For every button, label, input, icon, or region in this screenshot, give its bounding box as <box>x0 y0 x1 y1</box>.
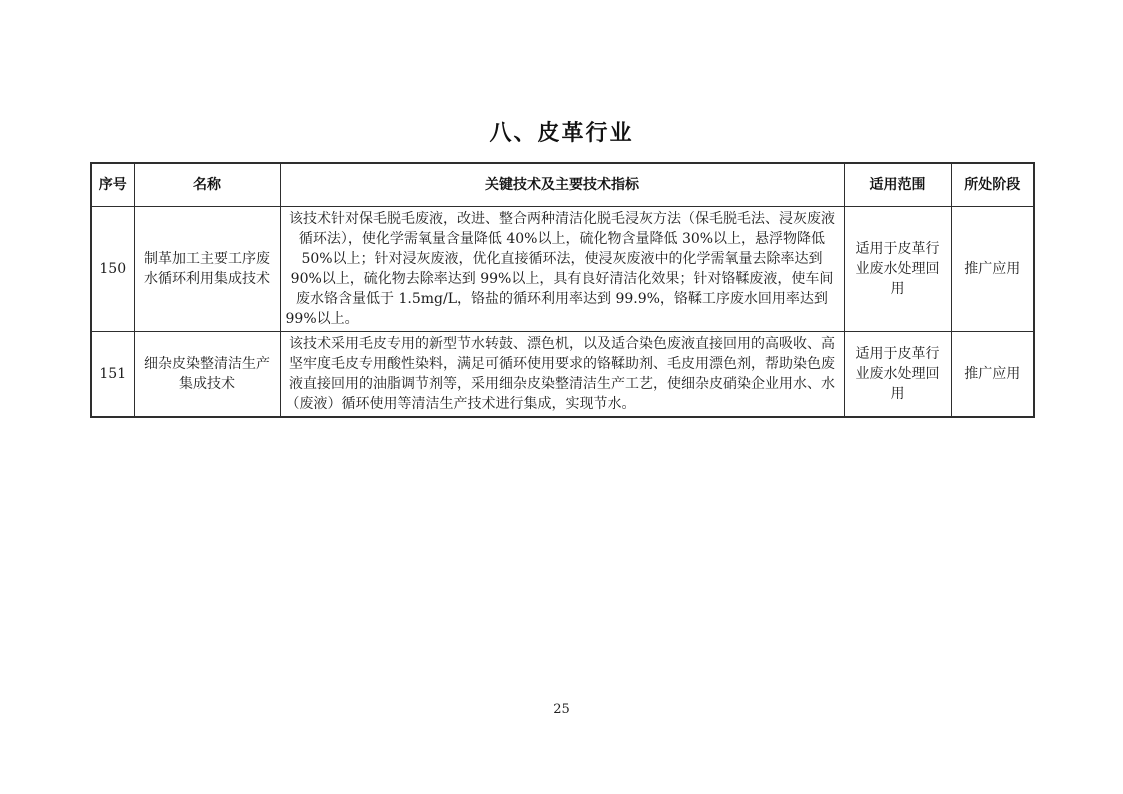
technology-table <box>90 162 1035 418</box>
stage-cell: 推广应用 <box>951 206 1034 331</box>
tech-cell: 该技术针对保毛脱毛废液，改进、整合两种清洁化脱毛浸灰方法（保毛脱毛法、浸灰废液循环法），使化学需氧量含量降低 40%以上，硫化物含量降低 30%以上，悬浮物降低 50%以上；针对浸灰废液，优化直接循环法，使浸灰废液中的化学需氧量去除率达到 90%以上，硫化物去除率达到 99%以上，具有良好清洁化效果；针对铬鞣废液，使车间废水铬含量低于 1.5mg/L，铬盐的循环利用率达到 99.9%，铬鞣工序废水回用率达到 99%以上。 <box>280 206 844 331</box>
table-header-row <box>91 163 1034 206</box>
page-number: 25 <box>553 702 570 717</box>
name-cell: 制革加工主要工序废水循环利用集成技术 <box>134 206 280 331</box>
table-row <box>91 206 1034 331</box>
stage-cell: 推广应用 <box>951 331 1034 417</box>
header-cell-stage: 所处阶段 <box>951 163 1034 206</box>
serial-cell: 151 <box>91 331 134 417</box>
serial-cell: 150 <box>91 206 134 331</box>
header-cell-serial: 序号 <box>91 163 134 206</box>
header-cell-tech: 关键技术及主要技术指标 <box>280 163 844 206</box>
tech-cell: 该技术采用毛皮专用的新型节水转鼓、漂色机，以及适合染色废液直接回用的高吸收、高坚牢度毛皮专用酸性染料，满足可循环使用要求的铬鞣助剂、毛皮用漂色剂，帮助染色废液直接回用的油脂调节剂等，采用细杂皮染整清洁生产工艺，使细杂皮硝染企业用水、水（废液）循环使用等清洁生产技术进行集成，实现节水。 <box>280 331 844 417</box>
name-cell: 细杂皮染整清洁生产集成技术 <box>134 331 280 417</box>
table-row <box>91 331 1034 417</box>
header-cell-scope: 适用范围 <box>844 163 951 206</box>
header-cell-name: 名称 <box>134 163 280 206</box>
scope-cell: 适用于皮革行业废水处理回用 <box>844 206 951 331</box>
page-title: 八、皮革行业 <box>489 121 634 146</box>
scope-cell: 适用于皮革行业废水处理回用 <box>844 331 951 417</box>
